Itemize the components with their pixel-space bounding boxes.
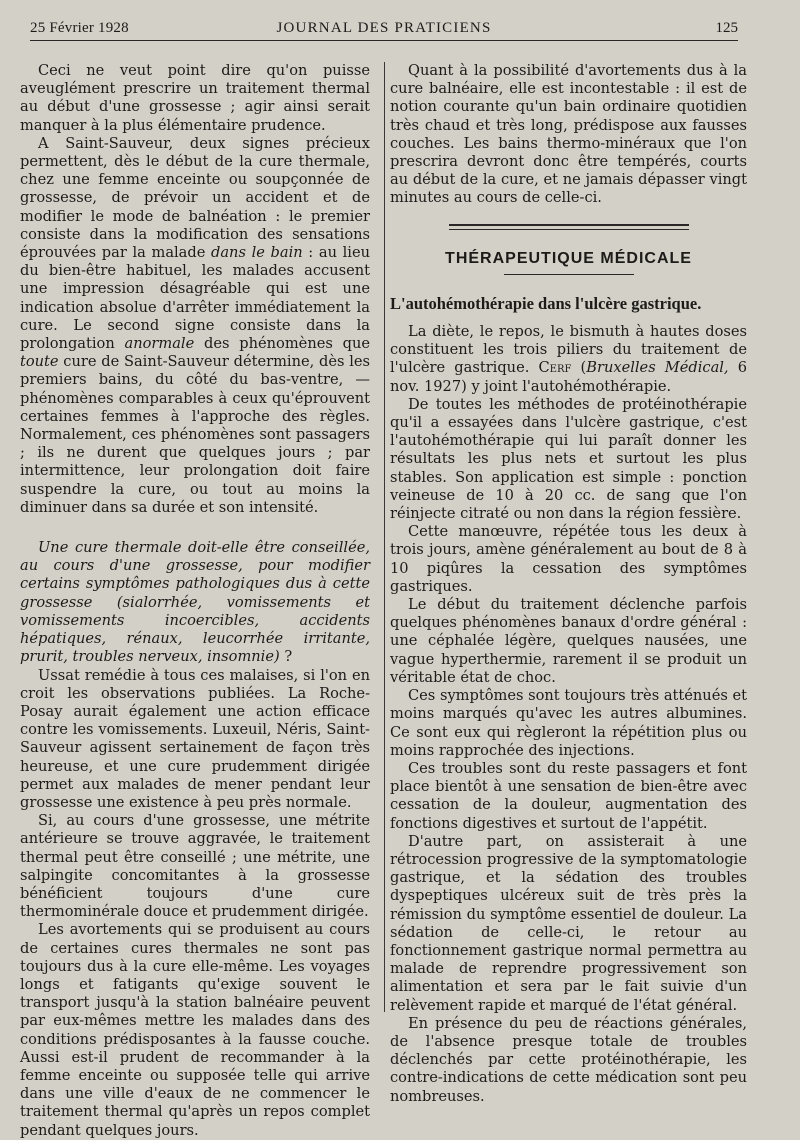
section-separator (449, 224, 689, 230)
paragraph: Ceci ne veut point dire qu'on puisse aveuglément prescrire un traitement thermal au début d'une grossesse ; agir ainsi serait manquer à la plus élémentaire prudence. (20, 62, 370, 134)
paragraph: Quant à la possibilité d'avortements dus à la cure balnéaire, elle est incontestable : il est de notion courante qu'un bain ordinaire quotidien très chaud et très long, prédispose aux fausses couches. Les bains thermo-minéraux que l'on prescrira devront donc être tempérés, courts au début de la cure, et ne jamais dépasser vingt minutes au cours de celle-ci. (390, 62, 747, 207)
paragraph: La diète, le repos, le bismuth à hautes doses constituent les trois piliers du traitement de l'ulcère gastrique. Cerf (Bruxelles Médical, 6 nov. 1927) y joint l'autohémothérapie. (390, 323, 747, 395)
paragraph: Si, au cours d'une grossesse, une métrite antérieure se trouve aggravée, le traitement thermal peut être conseillé ; une métrite, une salpingite concomitantes à la grossesse bénéficient toujours d'une cure thermominérale douce et prudemment dirigée. (20, 812, 370, 921)
paragraph: A Saint-Sauveur, deux signes précieux permettent, dès le début de la cure thermale, chez une femme enceinte ou soupçonnée de grossesse, de prévoir un accident et de modifier le mode de balnéation : le premier consiste dans la modification des sensations éprouvées par la malade dans le bain : au lieu du bien-être habituel, les malades accusent une impression désagréable qui est une indication absolue d'arrêter immédiatement la cure. Le second signe consiste dans la prolongation anormale des phénomènes que toute cure de Saint-Sauveur détermine, dès les premiers bains, du côté du bas-ventre, — phénomènes comparables à ceux qu'éprouvent certaines femmes à l'approche des règles. Normalement, ces phénomènes sont passagers ; ils ne durent que quelques jours ; par intermittence, leur prolongation doit faire suspendre la cure, ou tout au moins la diminuer dans sa durée et son intensité. (20, 134, 371, 516)
issue-date: 25 Février 1928 (30, 20, 129, 36)
paragraph: Ussat remédie à tous ces malaises, si l'on en croit les observations publiées. La Roche-Posay aurait également une action efficace contre les vomissements. Luxeuil, Néris, Saint-Sauveur agissent sertainement de façon très heureuse, et une cure prudemment dirigée permet aux malades de mener pendant leur grossesse une existence à peu près normale. (20, 666, 370, 811)
right-column (390, 62, 747, 1106)
paragraph: Ces symptômes sont toujours très atténués et moins marqués qu'avec les autres albumines. Ce sont eux qui règleront la répétition plus ou moins rapprochée des injections. (390, 687, 747, 759)
page-number: 125 (715, 20, 738, 36)
paragraph: Ces troubles sont du reste passagers et font place bientôt à une sensation de bien-être avec cessation de la douleur, augmentation des fonctions digestives et surtout de l'appétit. (390, 759, 747, 832)
running-header (30, 18, 738, 41)
section-title-rule (504, 274, 634, 275)
section-title: THÉRAPEUTIQUE MÉDICALE (445, 249, 692, 267)
article-title: L'autohémothérapie dans l'ulcère gastrique. (390, 293, 702, 313)
journal-name: JOURNAL DES PRATICIENS (276, 20, 492, 36)
author-name: Cerf (538, 359, 572, 377)
paragraph: En présence du peu de réactions générales, de l'absence presque totale de troubles déclenchés par cette protéinothérapie, les contre-indications de cette médication sont peu nombreuses. (390, 1014, 747, 1105)
question-heading: Une cure thermale doit-elle être conseillée, au cours d'une grossesse, pour modifier certains symptômes pathologiques dus à cette grossesse (sialorrhée, vomissements et vomissements incoercibles, accidents hépatiques, rénaux, leucorrhée irritante, prurit, troubles nerveux, insomnie) ? (20, 539, 370, 666)
left-column (20, 62, 370, 1140)
column-divider (384, 62, 385, 1012)
paragraph: Les avortements qui se produisent au cours de certaines cures thermales ne sont pas toujours dus à la cure elle-même. Les voyages longs et fatigants qu'exige souvent le transport jusqu'à la station balnéaire peuvent par eux-mêmes mettre les malades dans des conditions prédisposantes à la fausse couche. Aussi est-il prudent de recommander à la femme enceinte ou supposée telle qui arrive dans une ville d'eaux de ne commencer le traitement thermal qu'après un repos complet pendant quelques jours. (20, 921, 370, 1139)
paragraph: De toutes les méthodes de protéinothérapie qu'il a essayées dans l'ulcère gastrique, c'est l'autohémothérapie qui lui paraît donner les résultats les plus nets et surtout les plus stables. Son application est simple : ponction veineuse de 10 à 20 cc. de sang que l'on réinjecte citraté ou non dans la région fessière. (390, 395, 747, 523)
paragraph: D'autre part, on assisterait à une rétrocession progressive de la symptomatologie gastrique, et la sédation des troubles dyspeptiques ulcéreux suit de très près la rémission du symptôme essentiel de douleur. La sédation de celle-ci, le retour au fonctionnement gastrique normal permettra au malade de reprendre progressivement son alimentation et sera par le fait suivie d'un relèvement rapide et marqué de l'état général. (390, 832, 747, 1014)
source-citation: Bruxelles Médical, (586, 359, 729, 377)
paragraph: Cette manœuvre, répétée tous les deux à trois jours, amène généralement au bout de 8 à 10 piqûres la cessation des symptômes gastriques. (390, 523, 747, 595)
paragraph: Le début du traitement déclenche parfois quelques phénomènes banaux d'ordre général : une céphalée légère, quelques nausées, une vague hyperthermie, rarement il se produit un véritable état de choc. (390, 596, 747, 686)
